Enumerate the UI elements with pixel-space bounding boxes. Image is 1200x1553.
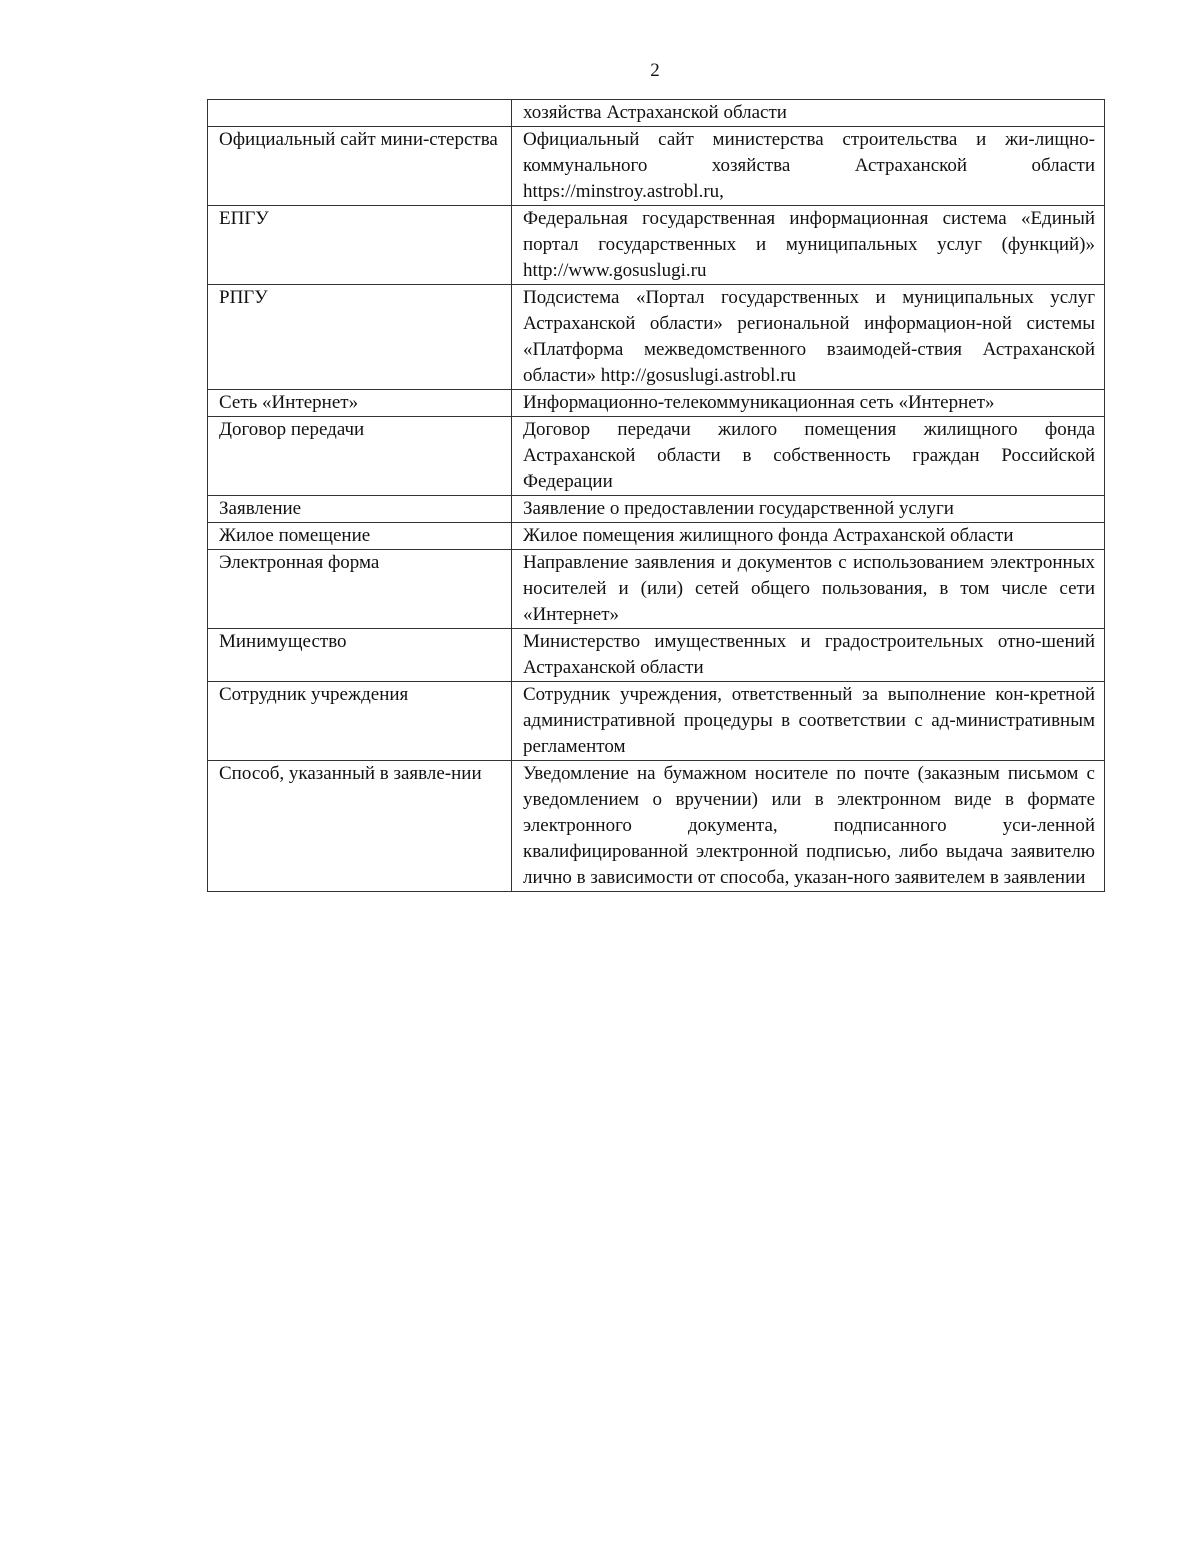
table-row: [208, 496, 1105, 523]
definition-cell: Договор передачи жилого помещения жилищного фонда Астраханской области в собственность граждан Российской Федерации: [512, 417, 1105, 496]
table-row: [208, 682, 1105, 761]
page-number: 2: [650, 60, 660, 81]
term-cell: Электронная форма: [208, 550, 512, 629]
definition-cell: Сотрудник учреждения, ответственный за выполнение кон-кретной административной процедуры в соответствии с ад-министративным регламентом: [512, 682, 1105, 761]
definition-cell: Информационно-телекоммуникационная сеть «Интернет»: [512, 390, 1105, 417]
term-cell: Минимущество: [208, 629, 512, 682]
definition-cell: Подсистема «Портал государственных и муниципальных услуг Астраханской области» региональной информацион-ной системы «Платформа межведомственного взаимодей-ствия Астраханской области» http://gosuslugi.astrobl.ru: [512, 285, 1105, 390]
definition-cell: Официальный сайт министерства строительства и жи-лищно-коммунального хозяйства Астраханской области https://minstroy.astrobl.ru,: [512, 127, 1105, 206]
term-cell: РПГУ: [208, 285, 512, 390]
table-row: [208, 206, 1105, 285]
term-cell: ЕПГУ: [208, 206, 512, 285]
definition-cell: Министерство имущественных и градостроительных отно-шений Астраханской области: [512, 629, 1105, 682]
definition-cell: Заявление о предоставлении государственной услуги: [512, 496, 1105, 523]
table-row: [208, 100, 1105, 127]
table-row: [208, 550, 1105, 629]
definition-cell: хозяйства Астраханской области: [512, 100, 1105, 127]
term-cell: Жилое помещение: [208, 523, 512, 550]
term-cell: Сотрудник учреждения: [208, 682, 512, 761]
term-cell: Официальный сайт мини-стерства: [208, 127, 512, 206]
definition-cell: Федеральная государственная информационная система «Единый портал государственных и муниципальных услуг (функций)» http://www.gosuslugi.ru: [512, 206, 1105, 285]
term-cell: Заявление: [208, 496, 512, 523]
table-row: [208, 761, 1105, 892]
table-row: [208, 417, 1105, 496]
definition-cell: Направление заявления и документов с использованием электронных носителей и (или) сетей общего пользования, в том числе сети «Интернет»: [512, 550, 1105, 629]
term-cell: [208, 100, 512, 127]
table-row: [208, 390, 1105, 417]
term-cell: Сеть «Интернет»: [208, 390, 512, 417]
term-cell: Договор передачи: [208, 417, 512, 496]
term-cell: Способ, указанный в заявле-нии: [208, 761, 512, 892]
table-row: [208, 285, 1105, 390]
table-row: [208, 629, 1105, 682]
definition-cell: Жилое помещения жилищного фонда Астраханской области: [512, 523, 1105, 550]
terms-table: [207, 99, 1105, 892]
table-row: [208, 127, 1105, 206]
definition-cell: Уведомление на бумажном носителе по почте (заказным письмом с уведомлением о вручении) или в электронном виде в формате электронного документа, подписанного уси-ленной квалифицированной электронной подписью, либо выдача заявителю лично в зависимости от способа, указан-ного заявителем в заявлении: [512, 761, 1105, 892]
table-row: [208, 523, 1105, 550]
